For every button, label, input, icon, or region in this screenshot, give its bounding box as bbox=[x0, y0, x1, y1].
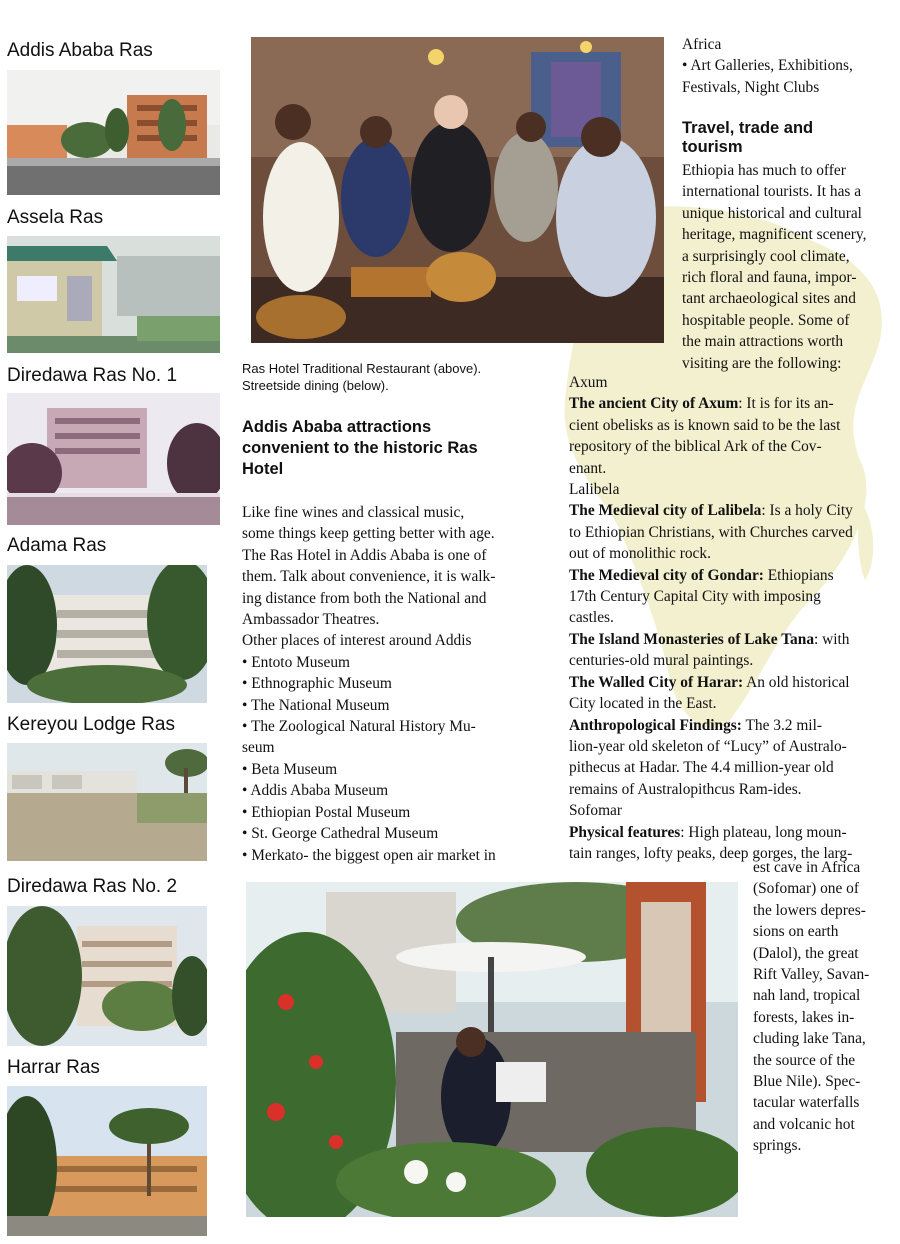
site-title: Physical features bbox=[569, 823, 681, 841]
heading-line: Addis Ababa attractions bbox=[242, 418, 432, 436]
site-title: The Medieval city of Lalibela bbox=[569, 502, 762, 520]
site-title: Anthropological Findings: bbox=[569, 716, 742, 734]
text-line: Rift Valley, Savan- bbox=[753, 966, 870, 984]
text-line: and volcanic hot bbox=[753, 1115, 855, 1133]
text-line: Like fine wines and classical music, bbox=[242, 504, 465, 521]
text-line: the main attractions worth bbox=[682, 333, 844, 351]
text-line: nah land, tropical bbox=[753, 987, 861, 1005]
text-line: : Is a holy City bbox=[761, 502, 853, 520]
hotel-caption-kereyou: Kereyou Lodge Ras bbox=[7, 714, 175, 735]
text-line: Africa bbox=[682, 36, 722, 53]
text-line: tacular waterfalls bbox=[753, 1094, 860, 1112]
text-line: Lalibela bbox=[569, 481, 620, 499]
hotel-caption-diredawa-2: Diredawa Ras No. 2 bbox=[7, 876, 178, 897]
travel-heading bbox=[682, 119, 892, 157]
list-item: • The National Museum bbox=[242, 696, 390, 714]
text-line: hospitable people. Some of bbox=[682, 311, 850, 329]
list-item: • Ethnographic Museum bbox=[242, 675, 392, 693]
text-line: Festivals, Night Clubs bbox=[682, 78, 820, 96]
text-line: Ethiopians bbox=[763, 566, 834, 584]
text-line: The 3.2 mil- bbox=[741, 716, 822, 734]
text-line: : It is for its an- bbox=[738, 395, 834, 413]
list-item: • The Zoological Natural History Mu- bbox=[242, 718, 476, 736]
list-item: • Entoto Museum bbox=[242, 653, 350, 671]
hotel-caption-harrar: Harrar Ras bbox=[7, 1057, 100, 1078]
text-line: the lowers depres- bbox=[753, 901, 866, 919]
hotel-caption-addis-ababa: Addis Ababa Ras bbox=[7, 40, 153, 61]
heading-line: convenient to the historic Ras bbox=[242, 439, 478, 457]
heading-line: Travel, trade and bbox=[682, 119, 814, 137]
text-line: sions on earth bbox=[753, 923, 839, 941]
text-line: 17th Century Capital City with imposing bbox=[569, 588, 821, 606]
text-line: some things keep getting better with age. bbox=[242, 525, 495, 543]
top-right-text bbox=[682, 34, 897, 98]
site-tana bbox=[569, 629, 899, 650]
text-line: The Ras Hotel in Addis Ababa is one of bbox=[242, 546, 487, 564]
text-line: • Art Galleries, Exhibitions, bbox=[682, 57, 853, 75]
text-line: est cave in Africa bbox=[753, 859, 861, 876]
text-line: enant. bbox=[569, 459, 607, 477]
photo-caption-line: Ras Hotel Traditional Restaurant (above). bbox=[242, 361, 482, 376]
site-title: The Medieval city of Gondar: bbox=[569, 566, 764, 584]
text-line: to Ethiopian Christians, with Churches carved bbox=[569, 523, 853, 541]
hotel-caption-diredawa-1: Diredawa Ras No. 1 bbox=[7, 365, 178, 386]
site-title: The Walled City of Harar: bbox=[569, 673, 744, 691]
text-line: City located in the East. bbox=[569, 695, 717, 713]
hotel-photo-harrar bbox=[7, 1086, 207, 1236]
list-item: • Merkato- the biggest open air market in bbox=[242, 846, 496, 864]
text-line: lion-year old skeleton of “Lucy” of Australo- bbox=[569, 737, 847, 755]
text-line: castles. bbox=[569, 609, 614, 627]
text-line: : with bbox=[814, 630, 850, 648]
list-item: • Addis Ababa Museum bbox=[242, 782, 389, 800]
text-line: ing distance from both the National and bbox=[242, 589, 487, 607]
restaurant-group-photo bbox=[251, 37, 664, 343]
site-anthro bbox=[569, 715, 899, 736]
sites-body bbox=[569, 372, 899, 864]
hotel-photo-addis-ababa bbox=[7, 70, 220, 195]
site-lalibela bbox=[569, 500, 899, 521]
site-axum bbox=[569, 393, 899, 414]
text-line: (Dalol), the great bbox=[753, 944, 859, 962]
list-item: • St. George Cathedral Museum bbox=[242, 825, 439, 843]
text-line: rich floral and fauna, impor- bbox=[682, 269, 857, 287]
hotel-photo-diredawa-1 bbox=[7, 393, 220, 525]
text-line: a surprisingly cool climate, bbox=[682, 247, 850, 265]
text-line: centuries-old mural paintings. bbox=[569, 652, 754, 670]
list-item: • Ethiopian Postal Museum bbox=[242, 803, 411, 821]
list-item: • Beta Museum bbox=[242, 760, 338, 778]
hotel-photo-diredawa-2 bbox=[7, 906, 207, 1046]
text-line: heritage, magnificent scenery, bbox=[682, 226, 867, 244]
text-line: unique historical and cultural bbox=[682, 204, 862, 222]
text-line: repository of the biblical Ark of the Cov- bbox=[569, 438, 822, 456]
text-line: Sofomar bbox=[569, 802, 623, 820]
text-line: international tourists. It has a bbox=[682, 183, 862, 201]
text-line: them. Talk about convenience, it is walk- bbox=[242, 568, 496, 586]
text-line: cient obelisks as is known said to be the last bbox=[569, 416, 841, 434]
text-line: cluding lake Tana, bbox=[753, 1030, 866, 1048]
streetside-dining-photo bbox=[246, 882, 738, 1217]
text-line: Other places of interest around Addis bbox=[242, 632, 472, 650]
text-line: Ambassador Theatres. bbox=[242, 611, 380, 629]
hotel-photo-kereyou bbox=[7, 743, 207, 861]
text-line: visiting are the following: bbox=[682, 354, 842, 372]
text-line: forests, lakes in- bbox=[753, 1008, 855, 1026]
text-line: : High plateau, long moun- bbox=[680, 823, 847, 841]
text-line: Axum bbox=[569, 374, 608, 391]
text-line: out of monolithic rock. bbox=[569, 545, 711, 563]
text-line: remains of Australopithcus Ram-ides. bbox=[569, 780, 802, 798]
attractions-heading bbox=[242, 417, 542, 480]
text-line: An old historical bbox=[743, 673, 850, 691]
text-line: tant archaeological sites and bbox=[682, 290, 856, 308]
list-item: seum bbox=[242, 739, 275, 757]
hotel-caption-assela: Assela Ras bbox=[7, 207, 104, 228]
site-title: The Island Monasteries of Lake Tana bbox=[569, 630, 815, 648]
site-physical bbox=[569, 822, 899, 843]
site-title: The ancient City of Axum bbox=[569, 395, 739, 413]
travel-body bbox=[682, 160, 897, 374]
text-line: Blue Nile). Spec- bbox=[753, 1073, 861, 1091]
site-gondar bbox=[569, 565, 899, 586]
text-line: (Sofomar) one of bbox=[753, 880, 859, 898]
hotel-caption-adama: Adama Ras bbox=[7, 535, 107, 556]
heading-line: Hotel bbox=[242, 460, 284, 478]
text-line: Ethiopia has much to offer bbox=[682, 162, 846, 179]
physical-features-wrap bbox=[753, 857, 899, 1157]
text-line: the source of the bbox=[753, 1051, 856, 1069]
attractions-body bbox=[242, 502, 542, 866]
site-harar bbox=[569, 672, 899, 693]
text-line: pithecus at Hadar. The 4.4 million-year old bbox=[569, 759, 834, 777]
text-line: springs. bbox=[753, 1137, 802, 1155]
photo-caption bbox=[242, 360, 542, 394]
heading-line: tourism bbox=[682, 138, 743, 156]
hotel-photo-adama bbox=[7, 565, 207, 703]
photo-caption-line: Streetside dining (below). bbox=[242, 378, 389, 393]
hotel-photo-assela bbox=[7, 236, 220, 353]
text-line: tain ranges, lofty peaks, deep gorges, the larg- bbox=[569, 844, 853, 862]
